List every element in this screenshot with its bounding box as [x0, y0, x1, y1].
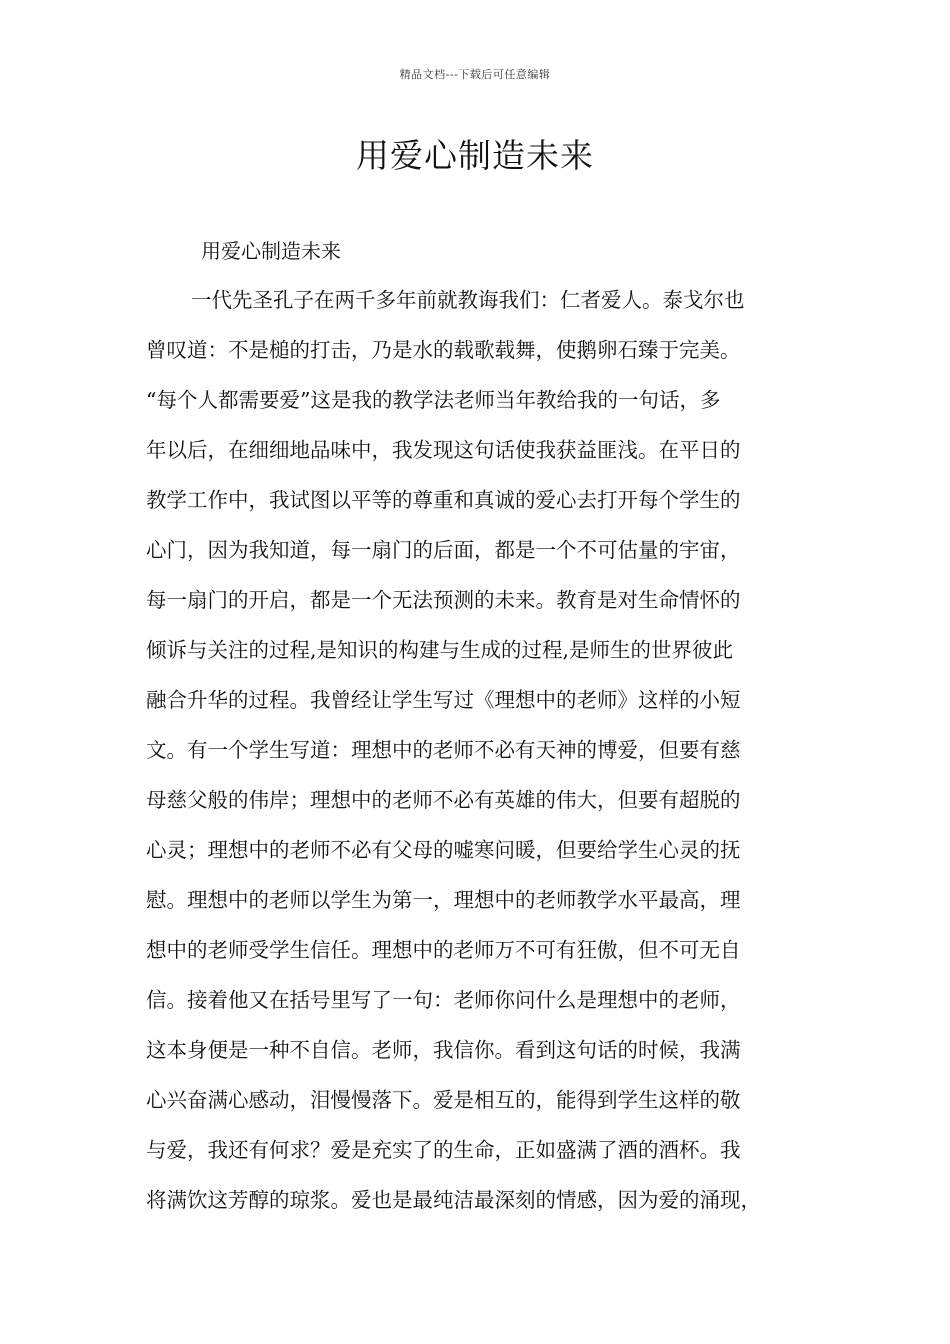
- body-line: 想中的老师受学生信任。理想中的老师万不可有狂傲，但不可无自: [146, 938, 741, 962]
- body-line: 融合升华的过程。我曾经让学生写过《理想中的老师》这样的小短: [146, 688, 741, 712]
- body-line: 这本身便是一种不自信。老师，我信你。看到这句话的时候，我满: [146, 1038, 741, 1062]
- body-line: “每个人都需要爱”这是我的教学法老师当年教给我的一句话，多: [146, 388, 721, 412]
- body-line: 心门，因为我知道，每一扇门的后面，都是一个不可估量的宇宙，: [146, 538, 741, 562]
- body-line: 与爱，我还有何求？爱是充实了的生命，正如盛满了酒的酒杯。我: [146, 1138, 741, 1162]
- body-line: 母慈父般的伟岸；理想中的老师不必有英雄的伟大，但要有超脱的: [146, 788, 741, 812]
- body-line: 信。接着他又在括号里写了一句：老师你问什么是理想中的老师，: [146, 988, 741, 1012]
- body-line: 将满饮这芳醇的琼浆。爱也是最纯洁最深刻的情感，因为爱的涌现，: [146, 1188, 761, 1212]
- body-line: 教学工作中，我试图以平等的尊重和真诚的爱心去打开每个学生的: [146, 488, 741, 512]
- body-paragraph: [146, 284, 808, 1234]
- document-title: 用爱心制造未来: [356, 136, 594, 175]
- body-line: 倾诉与关注的过程,是知识的构建与生成的过程,是师生的世界彼此: [146, 638, 734, 662]
- body-line: 曾叹道：不是槌的打击，乃是水的载歌载舞，使鹅卵石臻于完美。: [146, 338, 741, 362]
- body-line: 心灵；理想中的老师不必有父母的嘘寒问暖，但要给学生心灵的抚: [146, 838, 741, 862]
- body-line: 年以后，在细细地品味中，我发现这句话使我获益匪浅。在平日的: [146, 438, 741, 462]
- body-line: 心兴奋满心感动，泪慢慢落下。爱是相互的，能得到学生这样的敬: [146, 1088, 741, 1112]
- body-line: 慰。理想中的老师以学生为第一，理想中的老师教学水平最高，理: [146, 888, 741, 912]
- header-note: 精品文档---下载后可任意编辑: [399, 68, 551, 81]
- body-line: 每一扇门的开启，都是一个无法预测的未来。教育是对生命情怀的: [146, 588, 741, 612]
- body-line: 文。有一个学生写道：理想中的老师不必有天神的博爱，但要有慈: [146, 738, 741, 762]
- document-subtitle: 用爱心制造未来: [201, 239, 341, 263]
- body-line: 一代先圣孔子在两千多年前就教诲我们：仁者爱人。泰戈尔也: [191, 288, 745, 312]
